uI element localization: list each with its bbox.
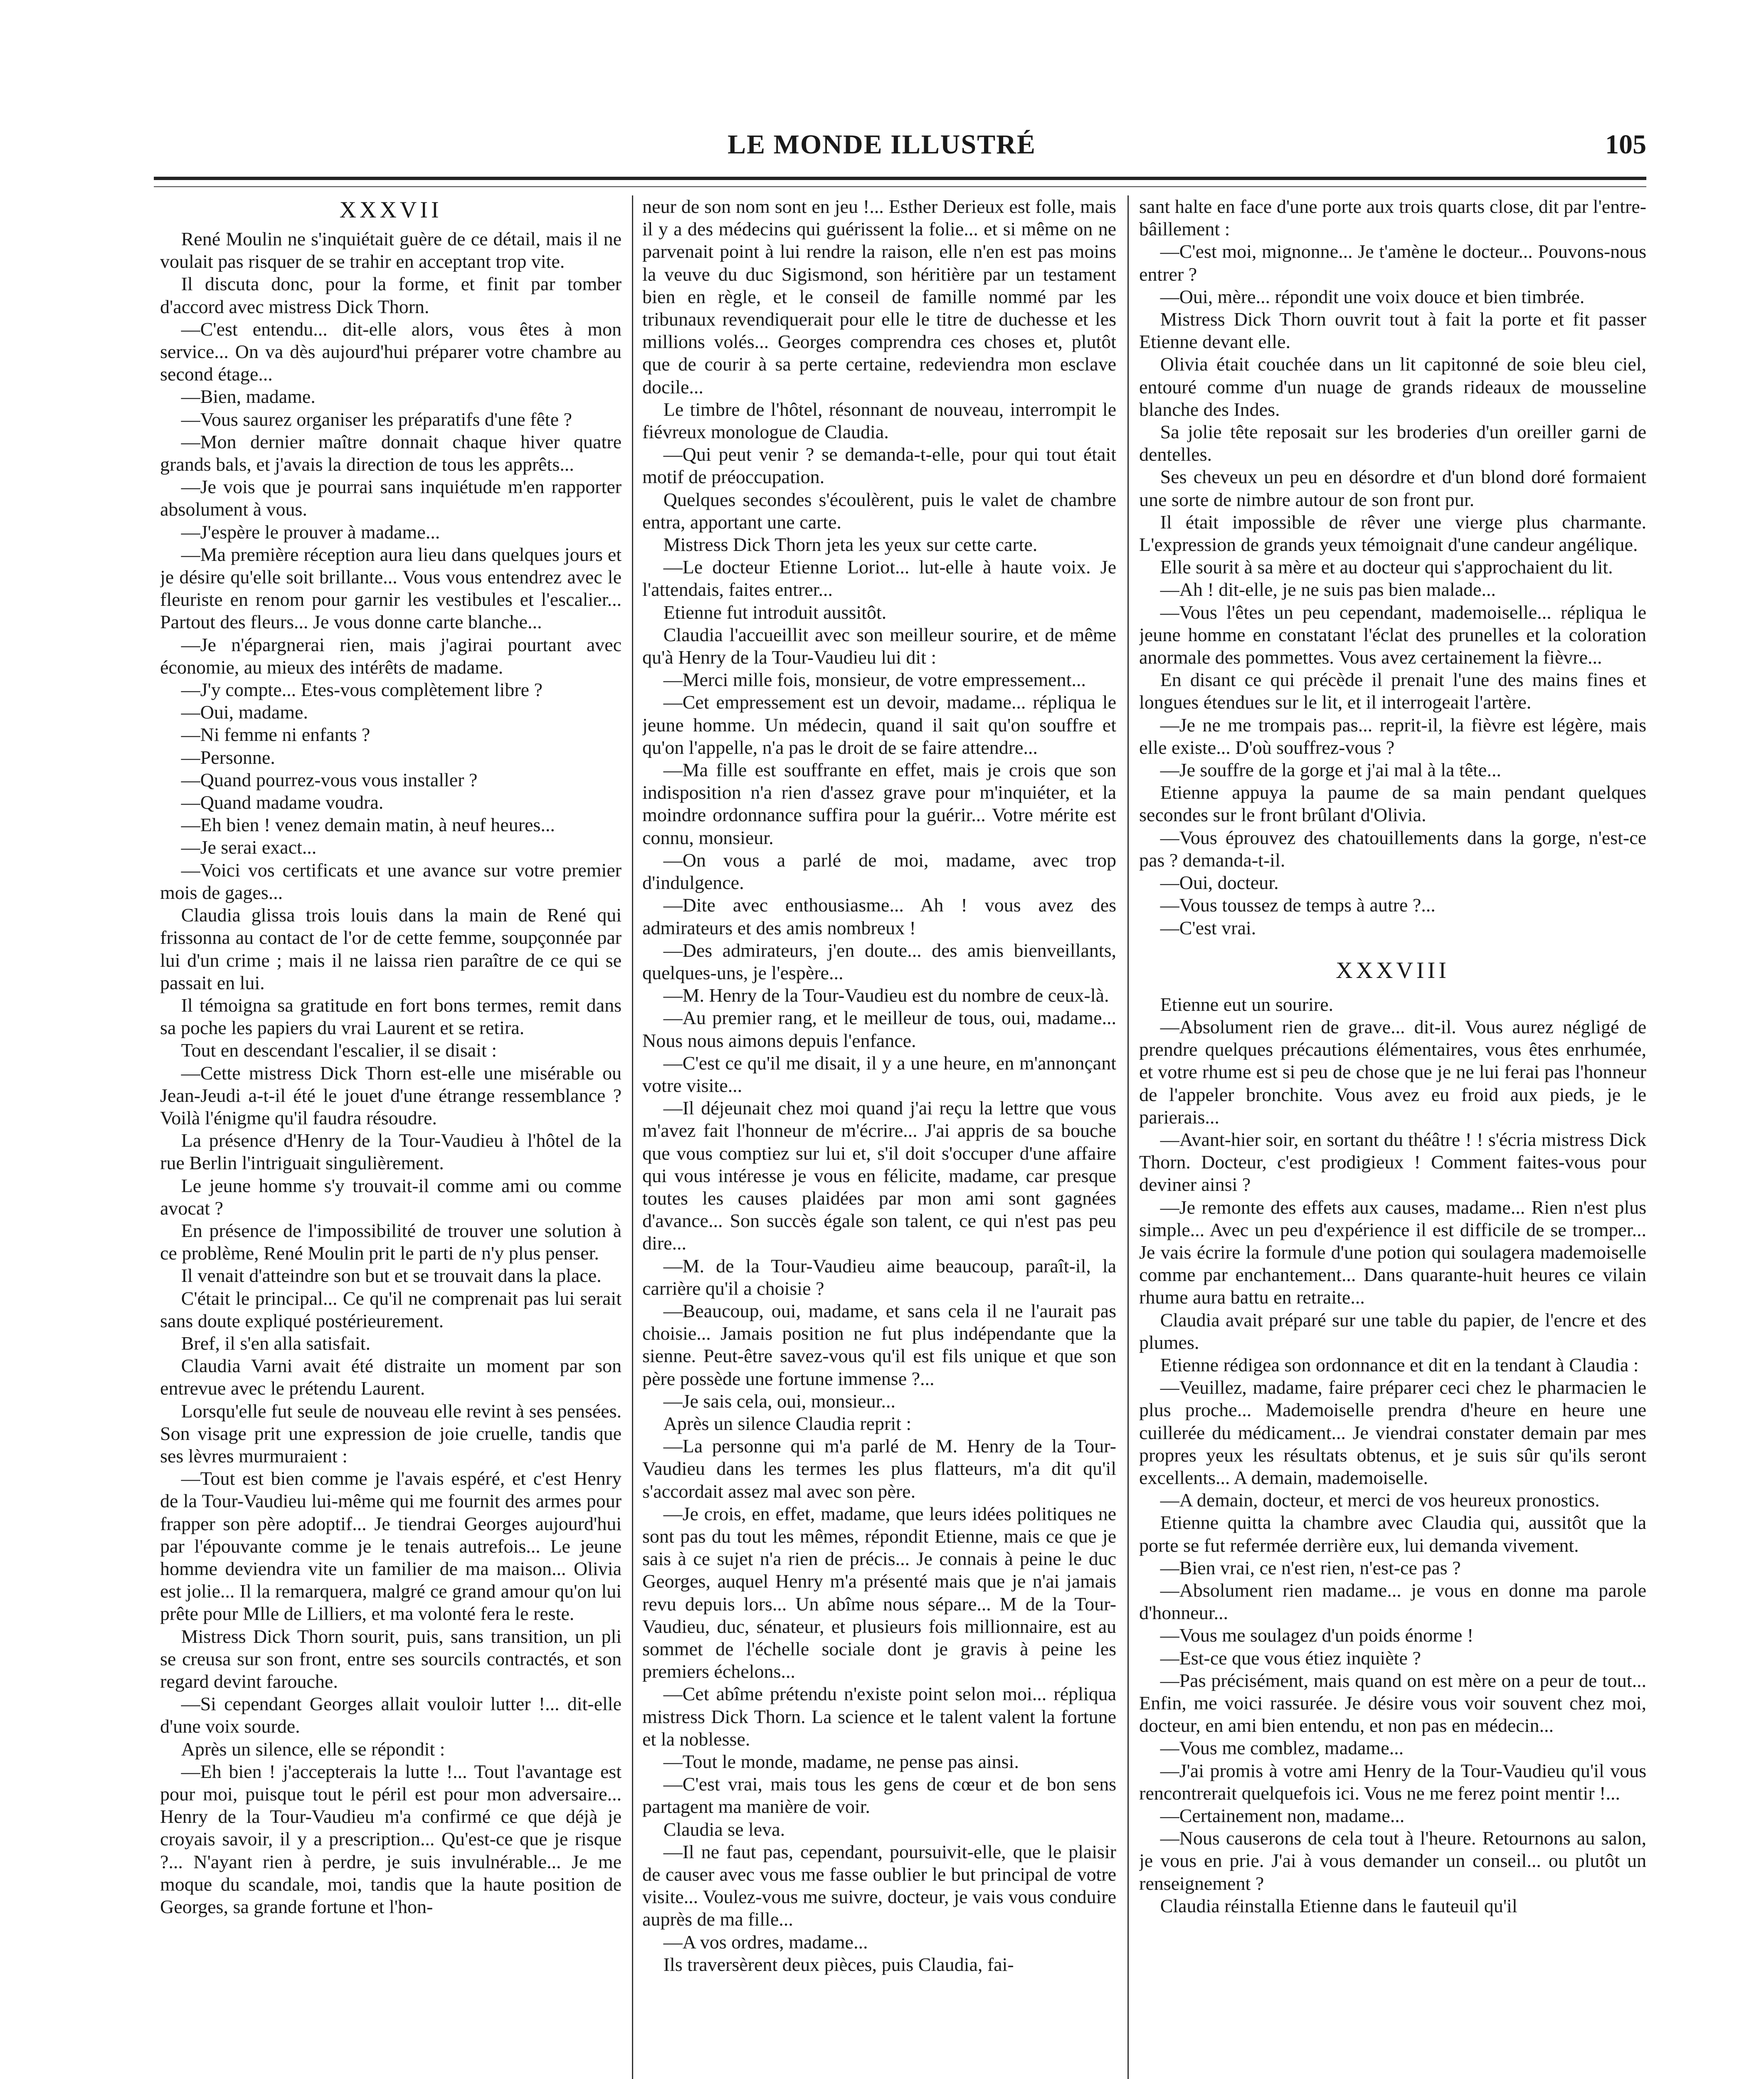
paragraph: —Qui peut venir ? se demanda-t-elle, pour qui tout était motif de préoccupation. (642, 444, 1116, 488)
paragraph: —On vous a parlé de moi, madame, avec trop d'indulgence. (642, 849, 1116, 894)
paragraph: Claudia l'accueillit avec son meilleur sourire, et de même qu'à Henry de la Tour-Vaudieu lui dit : (642, 624, 1116, 668)
paragraph: Olivia était couchée dans un lit capitonné de soie bleu ciel, entouré comme d'un nuage de grands rideaux de mousseline blanche des Indes. (1139, 353, 1646, 420)
paragraph: Après un silence, elle se répondit : (181, 1738, 445, 1760)
paragraph: —Je ne me trompais pas... reprit-il, la fièvre est légère, mais elle existe... D'où souffrez-vous ? (1139, 714, 1646, 758)
paragraph: Elle sourit à sa mère et au docteur qui s'approchaient du lit. (1160, 556, 1613, 578)
paragraph: —Cet empressement est un devoir, madame... répliqua le jeune homme. Un médecin, quand il sait qu'on souffre et qu'on l'appelle, n'a pas le droit de se faire attendre... (642, 691, 1116, 758)
paragraph: —M. de la Tour-Vaudieu aime beaucoup, paraît-il, la carrière qu'il a choisie ? (642, 1255, 1116, 1299)
paragraph: —Si cependant Georges allait vouloir lutter !... dit-elle d'une voix sourde. (160, 1693, 622, 1737)
paragraph: —Merci mille fois, monsieur, de votre empressement... (663, 669, 1086, 691)
paragraph: —M. Henry de la Tour-Vaudieu est du nombre de ceux-là. (663, 985, 1109, 1006)
paragraph: Claudia avait préparé sur une table du papier, de l'encre et des plumes. (1139, 1309, 1646, 1353)
paragraph: Il était impossible de rêver une vierge plus charmante. L'expression de grands yeux témoignait d'une candeur angélique. (1139, 511, 1646, 556)
paragraph: Sa jolie tête reposait sur les broderies d'un oreiller garni de dentelles. (1139, 421, 1646, 465)
paragraph: Etienne appuya la paume de sa main pendant quelques secondes sur le front brûlant d'Olivia. (1139, 782, 1646, 826)
paragraph: —Absolument rien madame... je vous en donne ma parole d'honneur... (1139, 1579, 1646, 1624)
paragraph: —Oui, docteur. (1160, 872, 1279, 894)
paragraph: —Cet abîme prétendu n'existe point selon moi... répliqua mistress Dick Thorn. La science et le talent valent la fortune et la noblesse. (642, 1683, 1116, 1750)
paragraph: —Eh bien ! j'accepterais la lutte !... Tout l'avantage est pour moi, puisque tout le péril est pour mon adversaire... Henry de la Tour-Vaudieu m'a confirmé ce que déjà je croyais savoir, il y a prescription... Qu'est-ce que je risque ?... N'ayant rien à perdre, je suis invulnérable... Je me moque du scandale, moi, tandis que la haute position de Georges, sa grande fortune et l'hon- (160, 1760, 622, 1918)
paragraph: —Veuillez, madame, faire préparer ceci chez le pharmacien le plus proche... Mademoiselle prendra d'heure en heure une cuillerée du médicament... Je viendrai constater demain par mes propres yeux les résultats obtenus, et je suis sûr qu'ils seront excellents... A demain, mademoiselle. (1139, 1377, 1646, 1488)
paragraph: Ils traversèrent deux pièces, puis Claudia, fai- (663, 1953, 1014, 1975)
paragraph: La présence d'Henry de la Tour-Vaudieu à l'hôtel de la rue Berlin l'intriguait singulièrement. (160, 1130, 622, 1174)
paragraph: Etienne fut introduit aussitôt. (663, 601, 887, 623)
paragraph: Il venait d'atteindre son but et se trouvait dans la place. (181, 1265, 602, 1286)
masthead: LE MONDE ILLUSTRÉ (728, 129, 1036, 160)
paragraph: Mistress Dick Thorn jeta les yeux sur cette carte. (663, 534, 1038, 556)
column-divider (1127, 195, 1129, 2079)
paragraph: —C'est entendu... dit-elle alors, vous êtes à mon service... On va dès aujourd'hui préparer votre chambre au second étage... (160, 318, 622, 385)
chapter-heading: XXXVIII (1336, 957, 1450, 983)
paragraph: —Dite avec enthousiasme... Ah ! vous avez des admirateurs et des amis nombreux ! (642, 894, 1116, 938)
paragraph: —La personne qui m'a parlé de M. Henry de la Tour-Vaudieu dans les termes les plus flatteurs, m'a dit qu'il s'accordait assez mal avec son père. (642, 1435, 1116, 1502)
paragraph: —Mon dernier maître donnait chaque hiver quatre grands bals, et j'avais la direction de tous les apprêts... (160, 431, 622, 475)
paragraph: —C'est vrai, mais tous les gens de cœur et de bon sens partagent ma manière de voir. (642, 1773, 1116, 1817)
paragraph: —C'est vrai. (1160, 917, 1256, 938)
paragraph: Il discuta donc, pour la forme, et finit par tomber d'accord avec mistress Dick Thorn. (160, 273, 622, 317)
paragraph: René Moulin ne s'inquiétait guère de ce détail, mais il ne voulait pas risquer de se trahir en acceptant trop vite. (160, 228, 622, 272)
paragraph: —J'espère le prouver à madame... (181, 521, 440, 543)
paragraph: —Le docteur Etienne Loriot... lut-elle à haute voix. Je l'attendais, faites entrer... (642, 556, 1116, 600)
paragraph: —Vous saurez organiser les préparatifs d'une fête ? (181, 408, 572, 430)
paragraph: —Vous me comblez, madame... (1160, 1737, 1404, 1759)
paragraph: —J'y compte... Etes-vous complètement libre ? (181, 679, 543, 701)
paragraph: —Oui, mère... répondit une voix douce et bien timbrée. (1160, 286, 1585, 307)
paragraph: Claudia glissa trois louis dans la main de René qui frissonna au contact de l'or de cette femme, soupçonnée par lui d'un crime ; mais il ne laissa rien paraître de ce qui se passait en lui. (160, 904, 622, 993)
paragraph: —A vos ordres, madame... (663, 1931, 868, 1953)
paragraph: —Quand pourrez-vous vous installer ? (181, 769, 478, 790)
paragraph: —Tout est bien comme je l'avais espéré, et c'est Henry de la Tour-Vaudieu lui-même qui me fournit des armes pour frapper son père adoptif... Je tiendrai Georges aujourd'hui par l'épouvante comme je le tenais autrefois... Le jeune homme deviendra vite un familier de ma maison... Olivia est jolie... Il la remarquera, malgré ce grand amour qu'on lui prête pour Mlle de Lilliers, et ma volonté fera le reste. (160, 1468, 622, 1625)
paragraph: Etienne eut un sourire. (1160, 993, 1334, 1015)
paragraph: Etienne quitta la chambre avec Claudia qui, aussitôt que la porte se fut refermée derrière eux, lui demanda vivement. (1139, 1512, 1646, 1556)
column-3 (1139, 195, 1646, 2079)
paragraph: —Tout le monde, madame, ne pense pas ainsi. (663, 1751, 1019, 1773)
paragraph: —Oui, madame. (181, 701, 308, 723)
paragraph: —Eh bien ! venez demain matin, à neuf heures... (181, 814, 555, 836)
column-2 (642, 195, 1116, 2079)
paragraph: Claudia se leva. (663, 1818, 785, 1840)
paragraph: —Voici vos certificats et une avance sur votre premier mois de gages... (160, 859, 622, 903)
paragraph: En présence de l'impossibilité de trouver une solution à ce problème, René Moulin prit le parti de n'y plus penser. (160, 1220, 622, 1264)
paragraph: —Beaucoup, oui, madame, et sans cela il ne l'aurait pas choisie... Jamais position ne fut plus indépendante que la sienne. Peut-être savez-vous qu'il est fils unique et que son père possède une fortune immense ?... (642, 1300, 1116, 1389)
paragraph: —Ma fille est souffrante en effet, mais je crois que son indisposition n'a rien d'assez grave pour m'inquiéter, et la moindre ordonnance suffira pour la guérir... Votre mérite est connu, monsieur. (642, 759, 1116, 848)
paragraph: —Je remonte des effets aux causes, madame... Rien n'est plus simple... Avec un peu d'expérience il est difficile de se tromper... Je vais écrire la formule d'une potion qui soulagera mademoiselle comme par enchantement... Dans quarante-huit heures ce vilain rhume aura battu en retraite... (1139, 1196, 1646, 1308)
paragraph: —Ni femme ni enfants ? (181, 724, 370, 746)
paragraph: Le timbre de l'hôtel, résonnant de nouveau, interrompit le fiévreux monologue de Claudia. (642, 398, 1116, 443)
paragraph: —Je vois que je pourrai sans inquiétude m'en rapporter absolument à vous. (160, 476, 622, 520)
paragraph: Il témoigna sa gratitude en fort bons termes, remit dans sa poche les papiers du vrai Laurent et se retira. (160, 994, 622, 1039)
paragraph: —Bien, madame. (181, 386, 316, 407)
header-rule (154, 177, 1646, 180)
paragraph: —Vous éprouvez des chatouillements dans la gorge, n'est-ce pas ? demanda-t-il. (1139, 827, 1646, 871)
paragraph: —Quand madame voudra. (181, 792, 384, 813)
paragraph: —Est-ce que vous étiez inquiète ? (1160, 1647, 1421, 1669)
paragraph: —Pas précisément, mais quand on est mère on a peur de tout... Enfin, me voici rassurée. Je désire vous voir souvent chez moi, docteur, en ami bien entendu, et non pas en médecin... (1139, 1669, 1646, 1736)
paragraph: —Ah ! dit-elle, je ne suis pas bien malade... (1160, 579, 1496, 600)
paragraph: Claudia réinstalla Etienne dans le fauteuil qu'il (1160, 1895, 1517, 1916)
column-divider (632, 195, 633, 2079)
column-1 (160, 195, 622, 2079)
paragraph: —Je crois, en effet, madame, que leurs idées politiques ne sont pas du tout les mêmes, répondit Etienne, mais ce que je sais à ce sujet n'a rien de précis... Je connais à peine le duc Georges, auquel Henry m'a présenté mais que je n'ai jamais revu depuis lors... Un abîme nous sépare... M de la Tour-Vaudieu, duc, sénateur, et plusieurs fois millionnaire, est au sommet de l'échelle sociale dont je gravis à peine les premiers échelons... (642, 1503, 1116, 1682)
paragraph: —J'ai promis à votre ami Henry de la Tour-Vaudieu qu'il vous rencontrerait quelquefois ici. Vous ne me ferez point mentir !... (1139, 1760, 1646, 1804)
paragraph: Après un silence Claudia reprit : (663, 1412, 912, 1434)
page-header (154, 125, 1646, 175)
paragraph: Quelques secondes s'écoulèrent, puis le valet de chambre entra, apportant une carte. (642, 489, 1116, 533)
paragraph: —Certainement non, madame... (1160, 1805, 1405, 1827)
paragraph: —Avant-hier soir, en sortant du théâtre ! ! s'écria mistress Dick Thorn. Docteur, c'est prodigieux ! Comment faites-vous pour deviner ainsi ? (1139, 1128, 1646, 1195)
header-rule-thin (154, 186, 1646, 187)
paragraph: Lorsqu'elle fut seule de nouveau elle revint à ses pensées. Son visage prit une expression de joie cruelle, tandis que ses lèvres murmuraient : (160, 1400, 622, 1467)
chapter-heading: XXXVII (339, 197, 442, 223)
paragraph: Mistress Dick Thorn ouvrit tout à fait la porte et fit passer Etienne devant elle. (1139, 309, 1646, 353)
paragraph: —Nous causerons de cela tout à l'heure. Retournons au salon, je vous en prie. J'ai à vous demander un conseil... ou plutôt un renseignement ? (1139, 1827, 1646, 1894)
paragraph: sant halte en face d'une porte aux trois quarts close, dit par l'entre-bâillement : (1139, 196, 1646, 240)
paragraph: —Vous toussez de temps à autre ?... (1160, 894, 1436, 916)
paragraph: Claudia Varni avait été distraite un moment par son entrevue avec le prétendu Laurent. (160, 1355, 622, 1399)
paragraph: —C'est ce qu'il me disait, il y a une heure, en m'annonçant votre visite... (642, 1052, 1116, 1096)
paragraph: —Je serai exact... (181, 837, 317, 858)
paragraph: C'était le principal... Ce qu'il ne comprenait pas lui serait sans doute expliqué postérieurement. (160, 1287, 622, 1331)
paragraph: Bref, il s'en alla satisfait. (181, 1332, 370, 1354)
paragraph: Le jeune homme s'y trouvait-il comme ami ou comme avocat ? (160, 1175, 622, 1219)
paragraph: Mistress Dick Thorn sourit, puis, sans transition, un pli se creusa sur son front, entre ses sourcils contractés, et son regard devint farouche. (160, 1625, 622, 1692)
paragraph: En disant ce qui précède il prenait l'une des mains fines et longues étendues sur le lit, et il interrogeait l'artère. (1139, 669, 1646, 713)
paragraph: Etienne rédigea son ordonnance et dit en la tendant à Claudia : (1160, 1354, 1639, 1375)
paragraph: —Cette mistress Dick Thorn est-elle une misérable ou Jean-Jeudi a-t-il été le jouet d'une étrange ressemblance ? Voilà l'énigme qu'il faudra résoudre. (160, 1062, 622, 1128)
paragraph: —Personne. (181, 746, 275, 768)
page-number: 105 (1605, 129, 1646, 160)
paragraph: —Bien vrai, ce n'est rien, n'est-ce pas ? (1160, 1557, 1461, 1578)
paragraph: —Je sais cela, oui, monsieur... (663, 1390, 896, 1412)
paragraph: —Vous me soulagez d'un poids énorme ! (1160, 1625, 1474, 1646)
paragraph: —Il ne faut pas, cependant, poursuivit-elle, que le plaisir de causer avec vous me fasse oublier le but principal de votre visite... Voulez-vous me suivre, docteur, je vais vous conduire auprès de ma fille... (642, 1841, 1116, 1930)
paragraph: —C'est moi, mignonne... Je t'amène le docteur... Pouvons-nous entrer ? (1139, 241, 1646, 285)
paragraph: —Vous l'êtes un peu cependant, mademoiselle... répliqua le jeune homme en constatant l'éclat des prunelles et la coloration anormale des pommettes. Vous avez certainement la fièvre... (1139, 601, 1646, 668)
paragraph: —Je souffre de la gorge et j'ai mal à la tête... (1160, 759, 1501, 781)
paragraph: Tout en descendant l'escalier, il se disait : (181, 1040, 497, 1061)
paragraph: Ses cheveux un peu en désordre et d'un blond doré formaient une sorte de nimbre autour de son front pur. (1139, 466, 1646, 510)
paragraph: —Je n'épargnerai rien, mais j'agirai pourtant avec économie, au mieux des intérêts de madame. (160, 634, 622, 678)
paragraph: —Absolument rien de grave... dit-il. Vous aurez négligé de prendre quelques précautions élémentaires, vous êtes enrhumée, et votre rhume est si peu de chose que je ne lui ferai pas l'honneur de l'appeler bronchite. Vous avez eu froid aux pieds, je le parierais... (1139, 1016, 1646, 1128)
paragraph: —Des admirateurs, j'en doute... des amis bienveillants, quelques-uns, je l'espère... (642, 939, 1116, 983)
paragraph: —Au premier rang, et le meilleur de tous, oui, madame... Nous nous aimons depuis l'enfance. (642, 1007, 1116, 1051)
paragraph: —A demain, docteur, et merci de vos heureux pronostics. (1160, 1489, 1600, 1511)
paragraph: —Il déjeunait chez moi quand j'ai reçu la lettre que vous m'avez fait l'honneur de m'écrire... J'ai appris de sa bouche que vous comptiez sur lui et, s'il doit s'occuper d'une affaire qui vous intéresse je vous en félicite, madame, car presque toutes les causes plaidées par mon ami sont gagnées d'avance... Son succès égale son talent, ce qui n'est pas peu dire... (642, 1097, 1116, 1254)
paragraph: neur de son nom sont en jeu !... Esther Derieux est folle, mais il y a des médecins qui guérissent la folie... et si même on ne parvenait point à lui rendre la raison, elle n'en est pas moins la veuve du duc Sigismond, son héritière par un testament bien en règle, et le conseil de famille nommé par les tribunaux revendiquerait pour elle le titre de duchesse et les millions volés... Georges comprendra ces choses et, plutôt que de courir à sa perte certaine, redeviendra mon esclave docile... (642, 196, 1116, 398)
paragraph: —Ma première réception aura lieu dans quelques jours et je désire qu'elle soit brillante... Vous vous entendrez avec le fleuriste en renom pour garnir les vestibules et l'escalier... Partout des fleurs... Je vous donne carte blanche... (160, 543, 622, 633)
